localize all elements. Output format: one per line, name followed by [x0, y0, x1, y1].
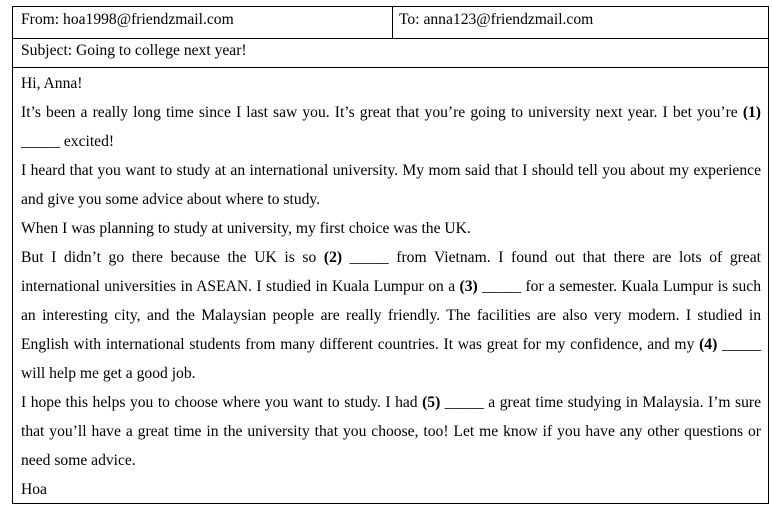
blank-number-3: (3)	[459, 278, 478, 295]
blank-number-5: (5)	[422, 394, 441, 411]
from-field: From: hoa1998@friendzmail.com	[13, 7, 393, 38]
to-field: To: anna123@friendzmail.com	[399, 11, 594, 28]
subject-field: Subject: Going to college next year!	[13, 39, 768, 68]
blank-number-4: (4)	[699, 336, 718, 353]
paragraph-2: I heard that you want to study at an international university. My mom said that I should tell you about my experience and give you some advice about where to study.	[21, 162, 761, 208]
header-row	[13, 7, 768, 39]
paragraph-5-text-a: I hope this helps you to choose where you want to study. I had	[21, 394, 423, 411]
paragraph-4	[21, 243, 761, 388]
paragraph-3: When I was planning to study at university, my first choice was the UK.	[21, 220, 471, 237]
paragraph-5	[21, 388, 761, 475]
signature: Hoa	[21, 481, 47, 498]
paragraph-1-text-a: It’s been a really long time since I last saw you. It’s great that you’re going to university next year. I bet you’re	[21, 104, 743, 121]
email-document	[12, 6, 769, 504]
paragraph-4-text-b: _____ from Vietnam. I found out that there are lots of great international universities in ASEAN. I studied in Kuala Lumpur on a	[21, 249, 761, 295]
greeting: Hi, Anna!	[21, 75, 83, 92]
paragraph-4-text-c: _____ for a semester. Kuala Lumpur is such an interesting city, and the Malaysian people are really friendly. The facilities are also very modern. I studied in English with international students from many different countries. It was great for my confidence, and my	[21, 278, 761, 353]
blank-number-2: (2)	[323, 249, 343, 266]
paragraph-1	[21, 98, 761, 156]
paragraph-1-text-b: _____ excited!	[21, 133, 115, 150]
paragraph-4-text-d: _____ will help me get a good job.	[21, 336, 761, 382]
paragraph-4-text-a: But I didn’t go there because the UK is so	[21, 249, 324, 266]
blank-number-1: (1)	[742, 104, 761, 121]
email-body	[13, 68, 768, 504]
paragraph-5-text-b: _____ a great time studying in Malaysia. I’m sure that you’ll have a great time in the university that you choose, too! Let me know if you have any other questions or need some advice.	[21, 394, 761, 469]
